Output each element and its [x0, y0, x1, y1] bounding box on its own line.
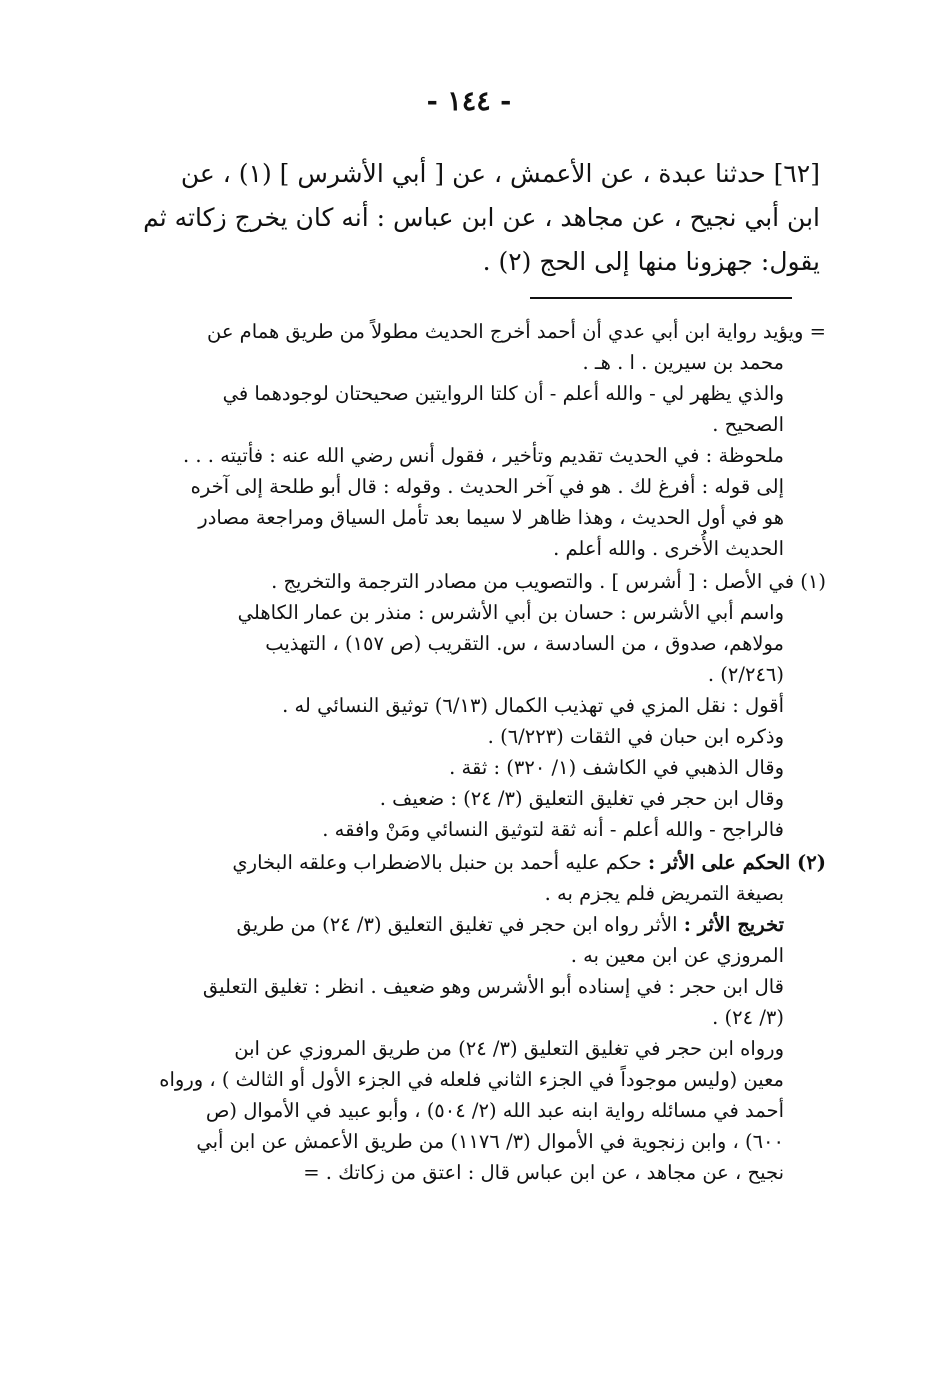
footnote-line: والذي يظهر لي - والله أعلم - أن كلتا الروايتين صحيحتان لوجودهما في	[222, 382, 784, 405]
footnote-line: وقال ابن حجر في تغليق التعليق (٣/ ٢٤) : ضعيف .	[379, 787, 784, 810]
footnote-line	[106, 909, 826, 940]
footnote-line: أحمد في مسائله رواية ابنه عبد الله (٢/ ٥٠٤) ، وأبو عبيد في الأموال (ص	[205, 1099, 784, 1122]
page-number: - ١٤٤ -	[426, 86, 512, 117]
footnote-line: فالراجح - والله أعلم - أنه ثقة لتوثيق النسائي ومَنْ وافقه .	[322, 818, 784, 841]
footnote-2	[106, 847, 826, 1188]
footnote-line: بصيغة التمريض فلم يجزم به .	[544, 882, 784, 905]
main-text	[120, 152, 820, 284]
footnote-line: (٢/٢٤٦) .	[707, 663, 784, 686]
main-line: [٦٢] حدثنا عبدة ، عن الأعمش ، عن [ أبي الأشرس ] (١) ، عن	[180, 159, 820, 188]
footnote-line: الصحيح .	[712, 413, 784, 436]
footnote-line: محمد بن سيرين . ا . هـ .	[582, 351, 784, 374]
footnote-line: وقال الذهبي في الكاشف (١/ ٣٢٠) : ثقة .	[449, 756, 784, 779]
footnote-line: (١) في الأصل : [ أشرس ] . والتصويب من مصادر الترجمة والتخريج .	[271, 570, 826, 593]
footnote-line: أقول : نقل المزي في تهذيب الكمال (٦/١٣) توثيق النسائي له .	[282, 694, 784, 717]
footnote-subheading: تخريج الأثر :	[683, 913, 784, 936]
footnote-1	[106, 566, 826, 845]
footnote-line: واسم أبي الأشرس : حسان بن أبي الأشرس : منذر بن عمار الكاهلي	[237, 601, 784, 624]
footnote-line: قال ابن حجر : في إسناده أبو الأشرس وهو ضعيف . انظر : تغليق التعليق	[202, 975, 784, 998]
footnote-line: الحديث الأُخرى . والله أعلم .	[553, 537, 784, 560]
footnote-line: مولاهم، صدوق ، من السادسة ، س. التقريب (ص ١٥٧) ، التهذيب	[265, 632, 784, 655]
footnote-line: (٣/ ٢٤) .	[712, 1006, 784, 1029]
footnote-continuation	[106, 316, 826, 564]
footnote-line: ملحوظة : في الحديث تقديم وتأخير ، فقول أنس رضي الله عنه : فأتيته . . .	[182, 444, 784, 467]
footnotes	[106, 316, 826, 1190]
footnote-line: وذكره ابن حبان في الثقات (٦/٢٢٣) .	[487, 725, 784, 748]
footnote-line: ورواه ابن حجر في تغليق التعليق (٣/ ٢٤) من طريق المروزي عن ابن	[234, 1037, 784, 1060]
footnote-line: المروزي عن ابن معين به .	[570, 944, 784, 967]
footnote-line: = ويؤيد رواية ابن أبي عدي أن أحمد أخرج الحديث مطولاً من طريق همام عن	[207, 320, 826, 343]
footnote-line: هو في أول الحديث ، وهذا ظاهر لا سيما بعد تأمل السياق ومراجعة مصادر	[198, 506, 784, 529]
footnote-line	[106, 847, 826, 878]
footnote-line: ٦٠٠) ، وابن زنجوية في الأموال (٣/ ١١٧٦) من طريق الأعمش عن ابن أبي	[196, 1130, 784, 1153]
footnote-line: نجيح ، عن مجاهد ، عن ابن عباس قال : اعتق من زكاتك . =	[303, 1161, 784, 1184]
footnote-text: حكم عليه أحمد بن حنبل بالاضطراب وعلقه البخاري	[232, 851, 648, 874]
footnote-line: إلى قوله : أفرغ لك . هو في آخر الحديث . وقوله : قال أبو طلحة إلى آخره	[190, 475, 784, 498]
footnote-separator	[530, 297, 792, 299]
footnote-text: الأثر رواه ابن حجر في تغليق التعليق (٣/ ٢٤) من طريق	[236, 913, 684, 936]
footnote-line: معين (وليس موجوداً في الجزء الثاني فلعله في الجزء الأول أو الثالث ) ، ورواه	[159, 1068, 784, 1091]
main-line: ابن أبي نجيح ، عن مجاهد ، عن ابن عباس : أنه كان يخرج زكاته ثم	[143, 203, 820, 232]
main-line: يقول: جهزونا منها إلى الحج (٢) .	[482, 247, 820, 276]
footnote-heading: (٢) الحكم على الأثر :	[647, 851, 826, 874]
